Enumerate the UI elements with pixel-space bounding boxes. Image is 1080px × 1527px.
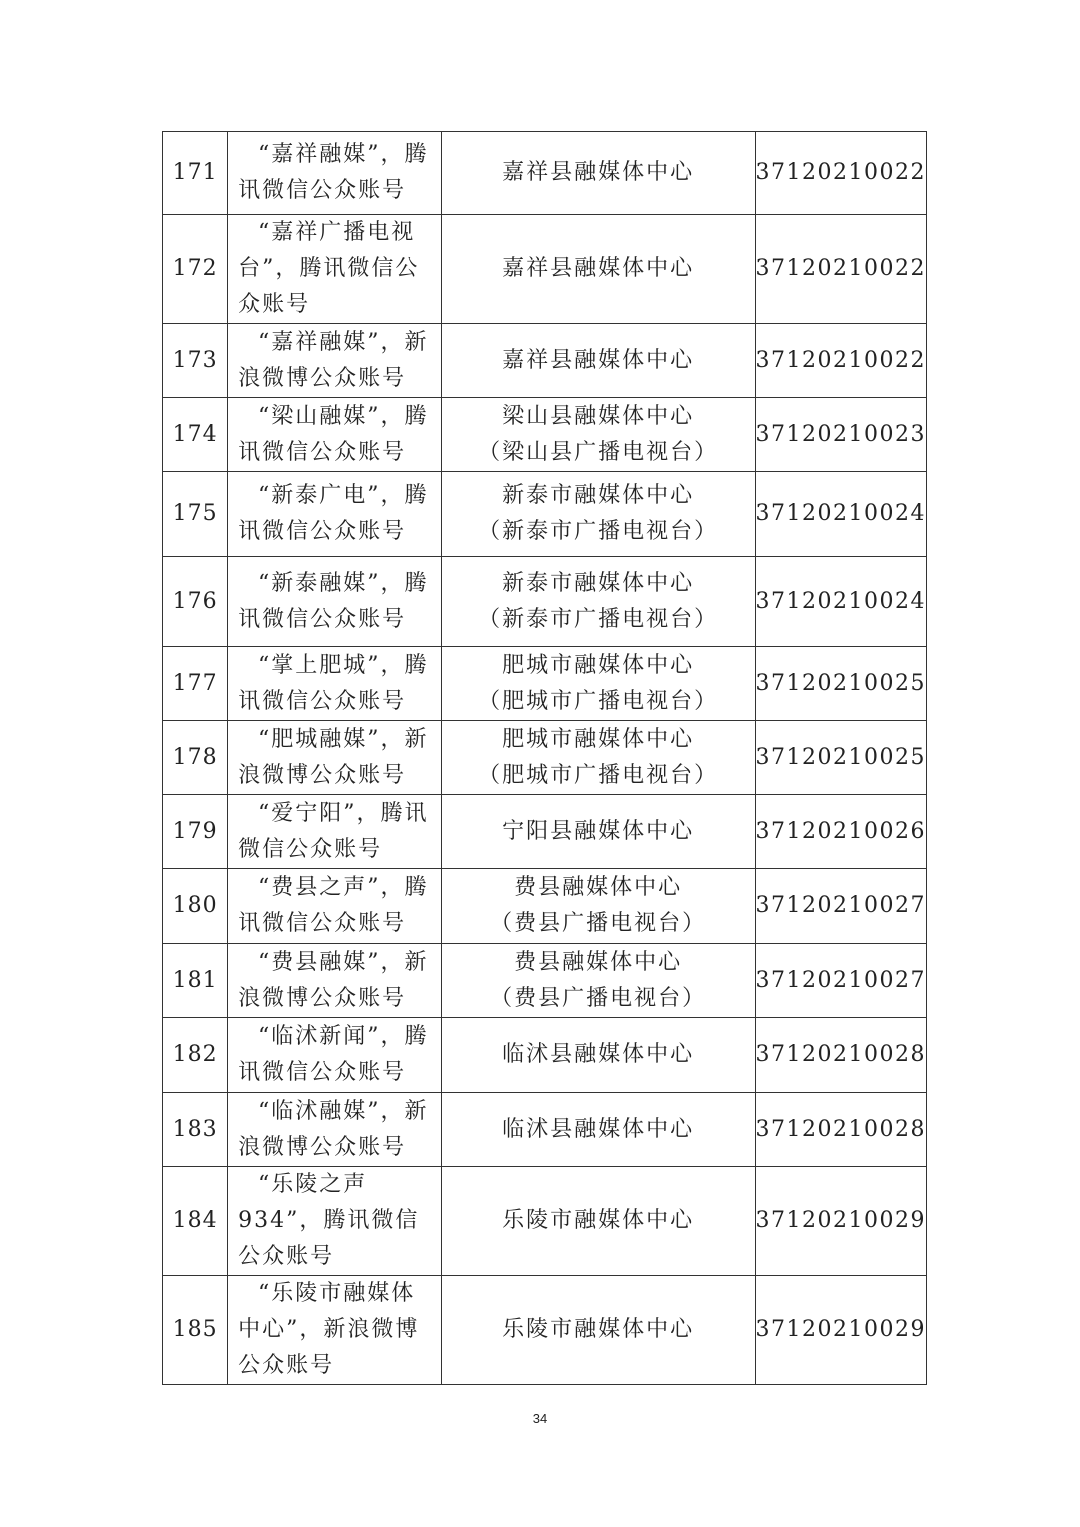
table-row xyxy=(163,944,927,1018)
row-number: 183 xyxy=(163,1093,228,1167)
row-number: 175 xyxy=(163,472,228,557)
registration-code: 37120210024 xyxy=(755,472,926,557)
registration-code: 37120210022 xyxy=(755,132,926,215)
row-number: 181 xyxy=(163,944,228,1018)
organization xyxy=(441,557,755,647)
page-number: 34 xyxy=(532,1411,548,1426)
registration-code: 37120210022 xyxy=(755,215,926,324)
registration-code: 37120210028 xyxy=(755,1093,926,1167)
account-name: “费县融媒”，新浪微博公众账号 xyxy=(228,944,442,1018)
table-row xyxy=(163,795,927,869)
organization-name: 梁山县融媒体中心 xyxy=(502,403,695,429)
account-name: “乐陵之声934”，腾讯微信公众账号 xyxy=(228,1167,442,1276)
table-row xyxy=(163,1167,927,1276)
table-row xyxy=(163,1276,927,1385)
registration-code: 37120210022 xyxy=(755,324,926,398)
account-name: “临沭新闻”，腾讯微信公众账号 xyxy=(228,1018,442,1093)
organization-alias: （费县广播电视台） xyxy=(490,911,707,936)
registration-code: 37120210026 xyxy=(755,795,926,869)
organization-name: 乐陵市融媒体中心 xyxy=(502,1317,695,1342)
registration-code: 37120210025 xyxy=(755,647,926,721)
table-row xyxy=(163,132,927,215)
registration-code: 37120210029 xyxy=(755,1276,926,1385)
organization xyxy=(441,324,755,398)
organization-name: 宁阳县融媒体中心 xyxy=(502,818,695,844)
organization-name: 新泰市融媒体中心 xyxy=(502,483,695,508)
account-name: “费县之声”，腾讯微信公众账号 xyxy=(228,869,442,944)
organization-alias: （新泰市广播电视台） xyxy=(478,519,719,544)
account-name: “临沭融媒”，新浪微博公众账号 xyxy=(228,1093,442,1167)
table-row xyxy=(163,1093,927,1167)
organization xyxy=(441,944,755,1018)
organization xyxy=(441,1276,755,1385)
row-number: 173 xyxy=(163,324,228,398)
organization-name: 乐陵市融媒体中心 xyxy=(502,1208,695,1233)
organization xyxy=(441,472,755,557)
row-number: 179 xyxy=(163,795,228,869)
organization-alias: （费县广播电视台） xyxy=(490,985,707,1011)
organization xyxy=(441,398,755,472)
table-row xyxy=(163,215,927,324)
account-name: “嘉祥融媒”，腾讯微信公众账号 xyxy=(228,132,442,215)
organization-alias: （肥城市广播电视台） xyxy=(478,762,719,788)
row-number: 185 xyxy=(163,1276,228,1385)
registration-code: 37120210027 xyxy=(755,944,926,1018)
row-number: 176 xyxy=(163,557,228,647)
organization-alias: （梁山县广播电视台） xyxy=(478,439,719,465)
account-name: “梁山融媒”，腾讯微信公众账号 xyxy=(228,398,442,472)
organization-name: 肥城市融媒体中心 xyxy=(502,652,695,678)
organization xyxy=(441,215,755,324)
organization xyxy=(441,1018,755,1093)
organization xyxy=(441,721,755,795)
account-table xyxy=(162,131,927,1385)
organization xyxy=(441,869,755,944)
account-name: “肥城融媒”，新浪微博公众账号 xyxy=(228,721,442,795)
organization-name: 费县融媒体中心 xyxy=(514,949,683,975)
table-row xyxy=(163,869,927,944)
table-row xyxy=(163,324,927,398)
account-name: “爱宁阳”，腾讯微信公众账号 xyxy=(228,795,442,869)
account-name: “新泰广电”，腾讯微信公众账号 xyxy=(228,472,442,557)
registration-code: 37120210025 xyxy=(755,721,926,795)
organization-name: 临沭县融媒体中心 xyxy=(502,1116,695,1142)
organization-name: 肥城市融媒体中心 xyxy=(502,726,695,752)
organization-name: 嘉祥县融媒体中心 xyxy=(502,160,695,185)
account-name: “掌上肥城”，腾讯微信公众账号 xyxy=(228,647,442,721)
registration-code: 37120210023 xyxy=(755,398,926,472)
account-name: “乐陵市融媒体中心”，新浪微博公众账号 xyxy=(228,1276,442,1385)
account-name: “新泰融媒”，腾讯微信公众账号 xyxy=(228,557,442,647)
organization xyxy=(441,1167,755,1276)
row-number: 182 xyxy=(163,1018,228,1093)
organization xyxy=(441,132,755,215)
row-number: 180 xyxy=(163,869,228,944)
account-name: “嘉祥融媒”，新浪微博公众账号 xyxy=(228,324,442,398)
organization xyxy=(441,1093,755,1167)
table-row xyxy=(163,472,927,557)
organization xyxy=(441,647,755,721)
account-name: “嘉祥广播电视台”，腾讯微信公众账号 xyxy=(228,215,442,324)
row-number: 171 xyxy=(163,132,228,215)
organization-name: 临沭县融媒体中心 xyxy=(502,1042,695,1067)
organization-name: 嘉祥县融媒体中心 xyxy=(502,256,695,281)
organization-alias: （新泰市广播电视台） xyxy=(478,606,719,632)
registration-code: 37120210024 xyxy=(755,557,926,647)
row-number: 174 xyxy=(163,398,228,472)
row-number: 177 xyxy=(163,647,228,721)
table-row xyxy=(163,557,927,647)
table-row xyxy=(163,647,927,721)
organization xyxy=(441,795,755,869)
table-row xyxy=(163,398,927,472)
registration-code: 37120210027 xyxy=(755,869,926,944)
registration-code: 37120210029 xyxy=(755,1167,926,1276)
organization-name: 费县融媒体中心 xyxy=(514,875,683,900)
table-row xyxy=(163,721,927,795)
row-number: 184 xyxy=(163,1167,228,1276)
row-number: 172 xyxy=(163,215,228,324)
organization-alias: （肥城市广播电视台） xyxy=(478,688,719,714)
registration-code: 37120210028 xyxy=(755,1018,926,1093)
table-row xyxy=(163,1018,927,1093)
organization-name: 新泰市融媒体中心 xyxy=(502,570,695,596)
row-number: 178 xyxy=(163,721,228,795)
organization-name: 嘉祥县融媒体中心 xyxy=(502,347,695,373)
